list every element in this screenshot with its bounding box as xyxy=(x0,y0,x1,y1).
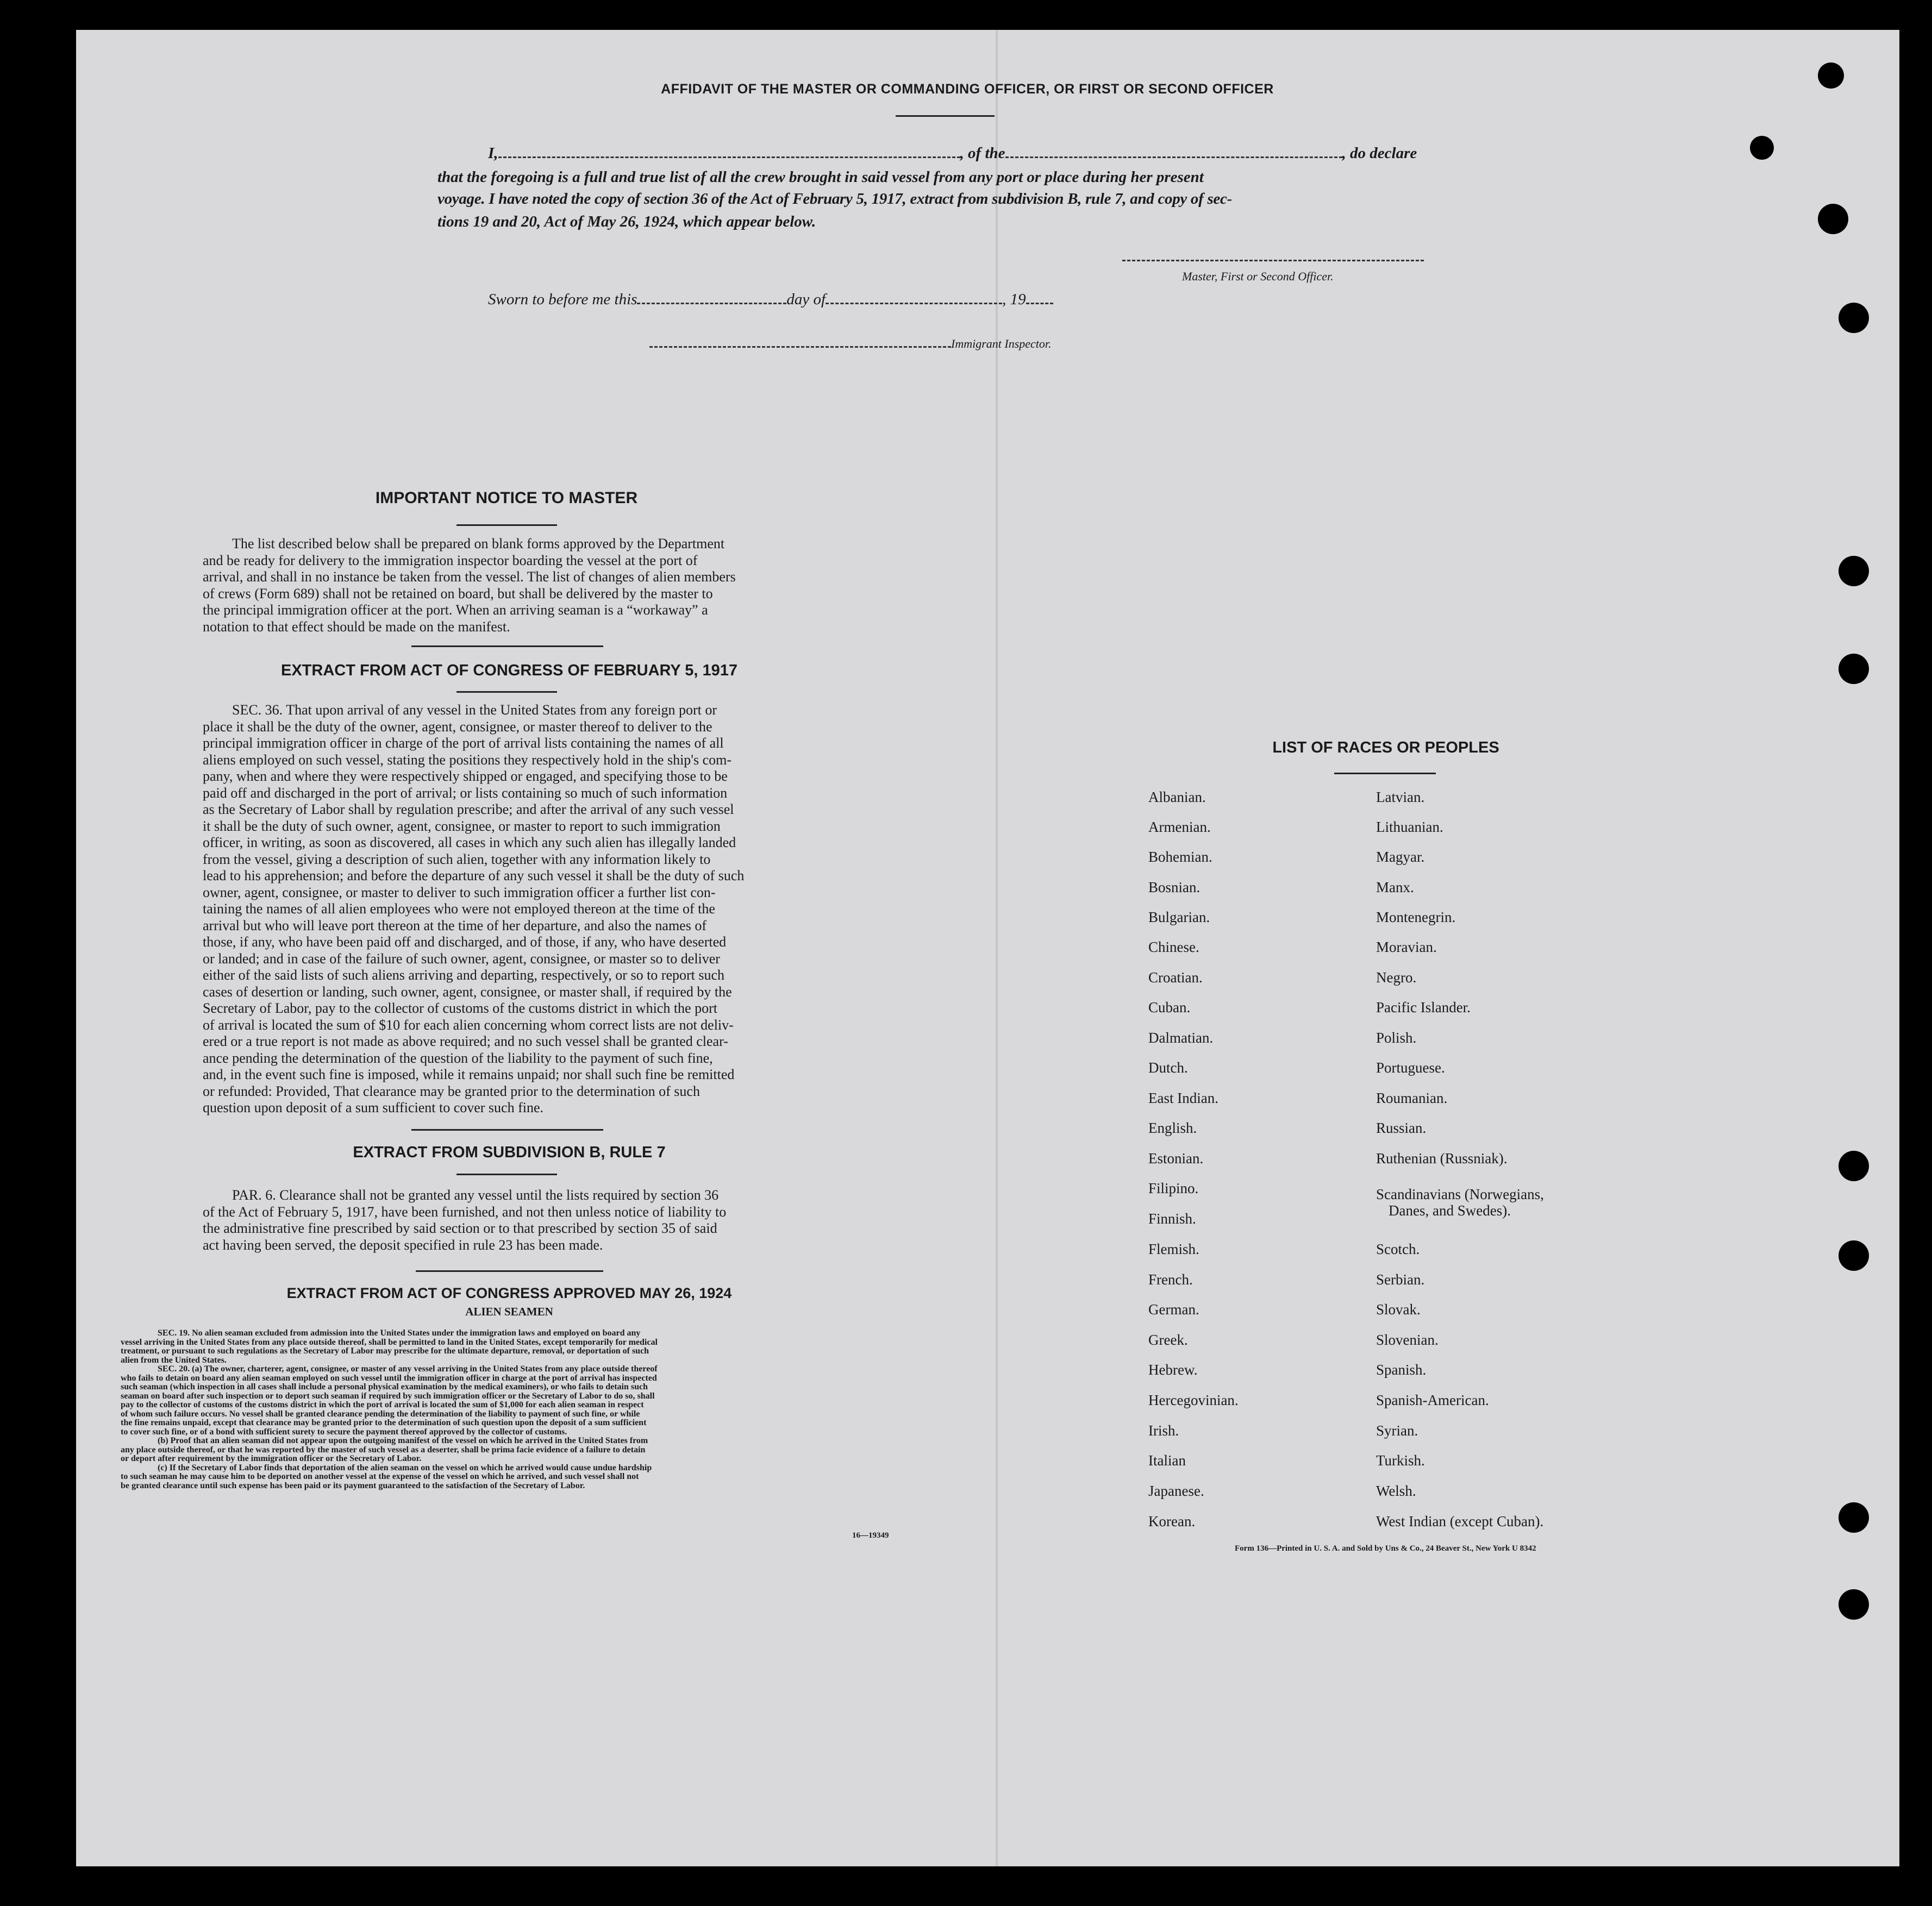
notice-text xyxy=(203,536,814,635)
race-item: Hercegovinian. xyxy=(1148,1392,1239,1408)
affidavit-line3: voyage. I have noted the copy of section 36 of the Act of February 5, 1917, extract from subdivision B, rule 7, and copy of sec- xyxy=(437,190,1232,208)
master-signature-blank[interactable] xyxy=(1122,260,1424,261)
extract-1917-line: from the vessel, giving a description of such alien, together with any information likely to xyxy=(203,851,711,867)
race-item: Welsh. xyxy=(1376,1483,1416,1499)
race-item: Syrian. xyxy=(1376,1422,1418,1439)
race-item: Bosnian. xyxy=(1148,879,1201,895)
race-item: Ruthenian (Russniak). xyxy=(1376,1150,1508,1167)
race-item: Chinese. xyxy=(1148,939,1199,955)
extract-1924-line: who fails to detain on board any alien seaman employed on such vessel until the immigration officer in charge at the port of arrival has inspected xyxy=(121,1373,657,1383)
extract-1917-line: lead to his apprehension; and before the departure of any such vessel it shall be the duty of such xyxy=(203,868,745,883)
extract-rule7-title: EXTRACT FROM SUBDIVISION B, RULE 7 xyxy=(353,1144,666,1161)
race-item: Italian xyxy=(1148,1452,1186,1469)
extract-1917-line: as the Secretary of Labor shall by regulation prescribe; and after the arrival of any such vessel xyxy=(203,801,734,817)
notice-line: the principal immigration officer at the port. When an arriving seaman is a “workaway” a xyxy=(203,602,708,618)
extract-1924-text xyxy=(121,1329,899,1490)
race-item: Pacific Islander. xyxy=(1376,999,1471,1015)
notice-line: and be ready for delivery to the immigration inspector boarding the vessel at the port of xyxy=(203,552,698,568)
extract-1924-line: SEC. 20. (a) The owner, charterer, agent, consignee, or master of any vessel arriving in the United States from any place outside thereof xyxy=(158,1364,658,1374)
race-item: Negro. xyxy=(1376,969,1417,986)
race-item: Russian. xyxy=(1376,1120,1427,1136)
race-item: Portuguese. xyxy=(1376,1059,1445,1076)
extract-1917-title: EXTRACT FROM ACT OF CONGRESS OF FEBRUARY 5, 1917 xyxy=(280,662,738,679)
extract-1917-line: and, in the event such fine is imposed, while it remains unpaid; nor shall such fine be remitted xyxy=(203,1067,735,1082)
race-item: Polish. xyxy=(1376,1030,1417,1046)
extract-1917-rule xyxy=(457,691,557,693)
footer-imprint: Form 136—Printed in U. S. A. and Sold by Uns & Co., 24 Beaver St., New York U 8342 xyxy=(1235,1544,1536,1553)
race-item: Bohemian. xyxy=(1148,849,1212,865)
extract-1917-line: arrival but who will leave port thereon at the time of her departure, and also the names of xyxy=(203,917,706,933)
extract-1917-line: of arrival is located the sum of $10 for each alien concerning whom correct lists are not deliv- xyxy=(203,1017,734,1033)
sworn-month-blank[interactable] xyxy=(826,303,1002,304)
extract-1917-line: owner, agent, consignee, or master to deliver to such immigration officer a further list con- xyxy=(203,884,716,900)
extract-1924-line: to such seaman he may cause him to be deported on another vessel at the expense of the vessel on which he arrived, and such vessel shall not xyxy=(121,1472,639,1481)
punch-hole xyxy=(1839,1502,1869,1533)
notice-line: arrival, and shall in no instance be taken from the vessel. The list of changes of alien members xyxy=(203,569,736,585)
race-item: Albanian. xyxy=(1148,789,1206,805)
races-title: LIST OF RACES OR PEOPLES xyxy=(1272,739,1499,756)
extract-1917-line: either of the said lists of such aliens arriving and departing, respectively, or so to report such xyxy=(203,967,725,983)
extract-1924-line: treatment, or pursuant to such regulations as the Secretary of Labor may prescribe for the ultimate departure, removal, or deportation of such xyxy=(121,1346,649,1356)
notice-line: The list described below shall be prepared on blank forms approved by the Department xyxy=(232,536,725,551)
form-code: 16—19349 xyxy=(852,1531,889,1540)
title-rule xyxy=(896,115,995,117)
race-item: German. xyxy=(1148,1301,1199,1318)
extract-1924-line: such seaman (which inspection in all cases shall include a personal physical examination by the medical examiners), or who fails to detain such xyxy=(121,1382,648,1391)
race-item: Latvian. xyxy=(1376,789,1425,805)
extract-1917-line: ance pending the determination of the question of the liability to the payment of such fine, xyxy=(203,1050,713,1066)
extract-1924-line: seaman on board after such inspection or to deport such seaman if required by such immigration officer or the Secretary of Labor to do so, shall xyxy=(121,1391,655,1401)
race-item: English. xyxy=(1148,1120,1197,1136)
race-item: Irish. xyxy=(1148,1422,1179,1439)
affidavit-line2: that the foregoing is a full and true list of all the crew brought in said vessel from any port or place during her present xyxy=(437,168,1204,186)
race-item: Serbian. xyxy=(1376,1271,1425,1288)
extract-1917-text xyxy=(203,702,814,1117)
extract-1924-line: be granted clearance until such expense has been paid or its payment guaranteed to the satisfaction of the Secretary of Labor. xyxy=(121,1481,585,1490)
extract-1917-line: SEC. 36. That upon arrival of any vessel in the United States from any foreign port or xyxy=(232,702,717,718)
race-item: Manx. xyxy=(1376,879,1414,895)
extract-1924-line: SEC. 19. No alien seaman excluded from admission into the United States under the immigration laws and employed on board any xyxy=(158,1328,641,1338)
race-item: Armenian. xyxy=(1148,819,1211,835)
extract-1924-line: alien from the United States. xyxy=(121,1355,227,1365)
extract-1917-line: cases of desertion or landing, such owner, agent, consignee, or master shall, if required by the xyxy=(203,983,732,1000)
extract-1917-line: place it shall be the duty of the owner, agent, consignee, or master thereof to deliver to the xyxy=(203,718,712,735)
extract-1917-line: or refunded: Provided, That clearance may be granted prior to the determination of such xyxy=(203,1083,700,1099)
extract-1917-line: Secretary of Labor, pay to the collector of customs of the customs district in which the port xyxy=(203,1000,717,1016)
inspector-label: Immigrant Inspector. xyxy=(951,337,1052,350)
race-item: Danes, and Swedes). xyxy=(1389,1202,1511,1219)
race-item: Filipino. xyxy=(1148,1180,1199,1196)
punch-hole xyxy=(1839,654,1869,684)
race-item: Korean. xyxy=(1148,1513,1196,1529)
race-item: Turkish. xyxy=(1376,1452,1425,1469)
race-item: Spanish. xyxy=(1376,1362,1427,1378)
race-item: Dutch. xyxy=(1148,1059,1188,1076)
notice-line: of crews (Form 689) shall not be retained on board, but shall be delivered by the master to xyxy=(203,585,713,601)
sworn-label: Sworn to before me this xyxy=(488,291,637,308)
inspector-line xyxy=(649,337,1052,351)
vessel-blank[interactable] xyxy=(1005,156,1342,158)
punch-hole xyxy=(1839,303,1869,333)
race-item: Spanish-American. xyxy=(1376,1392,1489,1408)
extract-1924-subtitle: ALIEN SEAMEN xyxy=(465,1305,553,1318)
affidavit-line1 xyxy=(488,145,1455,162)
extract-1924-line: of whom such failure occurs. No vessel shall be granted clearance pending the determination of the liability to payment of such fine, or while xyxy=(121,1409,640,1419)
extract-1917-line: officer, in writing, as soon as discovered, all cases in which any such alien has illegally landed xyxy=(203,835,736,850)
section-divider xyxy=(416,1270,603,1272)
name-blank[interactable] xyxy=(498,156,960,158)
race-item: Roumanian. xyxy=(1376,1090,1448,1106)
punch-hole xyxy=(1818,204,1848,234)
punch-hole xyxy=(1839,1151,1869,1181)
extract-1917-line: question upon deposit of a sum sufficient to cover such fine. xyxy=(203,1100,544,1115)
races-rule xyxy=(1334,773,1436,774)
year-prefix: , 19 xyxy=(1002,291,1026,308)
race-item: Croatian. xyxy=(1148,969,1203,986)
race-item: Flemish. xyxy=(1148,1241,1199,1257)
race-item: Cuban. xyxy=(1148,999,1191,1015)
notice-title: IMPORTANT NOTICE TO MASTER xyxy=(375,489,638,507)
extract-1917-line: principal immigration officer in charge of the port of arrival lists containing the names of all xyxy=(203,735,724,751)
extract-1917-line: aliens employed on such vessel, stating the positions they respectively hold in the ship's com- xyxy=(203,751,732,768)
extract-1917-line: pany, when and where they were respectively shipped or engaged, and specifying those to be xyxy=(203,768,728,784)
extract-rule7-line: of the Act of February 5, 1917, have been furnished, and not then unless notice of liability to xyxy=(203,1203,727,1220)
extract-1917-line: those, if any, who have been paid off and discharged, and of those, if any, who have deserted xyxy=(203,934,727,950)
of-the-label: , of the xyxy=(960,145,1005,162)
extract-1924-line: (b) Proof that an alien seaman did not appear upon the outgoing manifest of the vessel on which he arrived in the United States from xyxy=(158,1436,648,1445)
race-item: Estonian. xyxy=(1148,1150,1204,1167)
race-item: Slovenian. xyxy=(1376,1332,1439,1348)
punch-hole xyxy=(1750,136,1774,160)
race-item: Magyar. xyxy=(1376,849,1425,865)
extract-1917-line: or landed; and in case of the failure of such owner, agent, consignee, or master so to deliver xyxy=(203,950,720,967)
day-of-label: day of xyxy=(786,291,826,308)
extract-rule7-line: the administrative fine prescribed by said section or to that prescribed by section 35 of said xyxy=(203,1220,717,1236)
notice-rule xyxy=(457,524,557,526)
race-item: Lithuanian. xyxy=(1376,819,1443,835)
race-item: Greek. xyxy=(1148,1332,1188,1348)
extract-1924-line: vessel arriving in the United States from any place outside thereof, shall be permitted to land in the United States, except temporarily for medical xyxy=(121,1337,658,1347)
punch-hole xyxy=(1839,1589,1869,1620)
punch-hole xyxy=(1839,1240,1869,1271)
punch-hole xyxy=(1839,556,1869,586)
affidavit-title: AFFIDAVIT OF THE MASTER OR COMMANDING OFFICER, OR FIRST OR SECOND OFFICER xyxy=(661,81,1274,97)
race-item: West Indian (except Cuban). xyxy=(1376,1513,1544,1529)
race-item: Japanese. xyxy=(1148,1483,1204,1499)
extract-1924-line: any place outside thereof, or that he was reported by the master of such vessel as a deserter, shall be prima facie evidence of a failure to detain xyxy=(121,1445,646,1454)
extract-1924-line: or deport after requirement by the immigration officer or the Secretary of Labor. xyxy=(121,1454,422,1463)
extract-1917-line: it shall be the duty of such owner, agent, consignee, or master to report to such immigration xyxy=(203,818,721,834)
inspector-blank[interactable] xyxy=(649,346,951,348)
punch-hole xyxy=(1818,62,1844,89)
section-divider xyxy=(411,645,603,647)
extract-1924-line: to cover such fine, or of a bond with sufficient surety to secure the payment thereof approved by the collector of customs. xyxy=(121,1427,567,1437)
affidavit-line4: tions 19 and 20, Act of May 26, 1924, which appear below. xyxy=(437,213,816,230)
extract-1917-line: ered or a true report is not made as above required; and no such vessel shall be granted clear- xyxy=(203,1033,728,1049)
sworn-line xyxy=(488,291,1053,309)
do-declare-label: , do declare xyxy=(1342,145,1417,162)
master-signature-label: Master, First or Second Officer. xyxy=(1182,269,1334,283)
race-item: Scandinavians (Norwegians, xyxy=(1376,1186,1544,1202)
extract-1924-title: EXTRACT FROM ACT OF CONGRESS APPROVED MAY 26, 1924 xyxy=(286,1285,732,1301)
race-item: Dalmatian. xyxy=(1148,1030,1214,1046)
extract-rule7-line: act having been served, the deposit specified in rule 23 has been made. xyxy=(203,1237,603,1253)
extract-1924-line: the fine remains unpaid, except that clearance may be granted prior to the determination of such question upon the deposit of a sum sufficient xyxy=(121,1418,647,1427)
race-item: Moravian. xyxy=(1376,939,1437,955)
race-item: Slovak. xyxy=(1376,1301,1421,1318)
race-item: Scotch. xyxy=(1376,1241,1420,1257)
section-divider xyxy=(411,1129,603,1131)
sworn-day-blank[interactable] xyxy=(637,303,786,304)
extract-rule7-line: PAR. 6. Clearance shall not be granted any vessel until the lists required by section 36 xyxy=(232,1187,719,1203)
race-item: Montenegrin. xyxy=(1376,909,1456,925)
race-item: Hebrew. xyxy=(1148,1362,1198,1378)
extract-1917-line: taining the names of all alien employees who were not employed thereon at the time of the xyxy=(203,901,715,917)
i-label: I, xyxy=(488,145,498,162)
race-item: French. xyxy=(1148,1271,1193,1288)
extract-rule7-rule xyxy=(457,1174,557,1175)
extract-1924-line: pay to the collector of customs of the customs district in which the port of arrival is located the sum of $1,000 for each alien seaman in respect xyxy=(121,1400,644,1409)
extract-rule7-text xyxy=(203,1187,814,1253)
sworn-year-blank[interactable] xyxy=(1026,303,1053,304)
notice-line: notation to that effect should be made on the manifest. xyxy=(203,618,510,635)
extract-1924-line: (c) If the Secretary of Labor finds that deportation of the alien seaman on the vessel on which he arrived would cause undue hardship xyxy=(158,1463,652,1472)
race-item: Finnish. xyxy=(1148,1211,1196,1227)
race-item: Bulgarian. xyxy=(1148,909,1210,925)
race-item: East Indian. xyxy=(1148,1090,1218,1106)
extract-1917-line: paid off and discharged in the port of arrival; or lists containing so much of such information xyxy=(203,785,728,801)
